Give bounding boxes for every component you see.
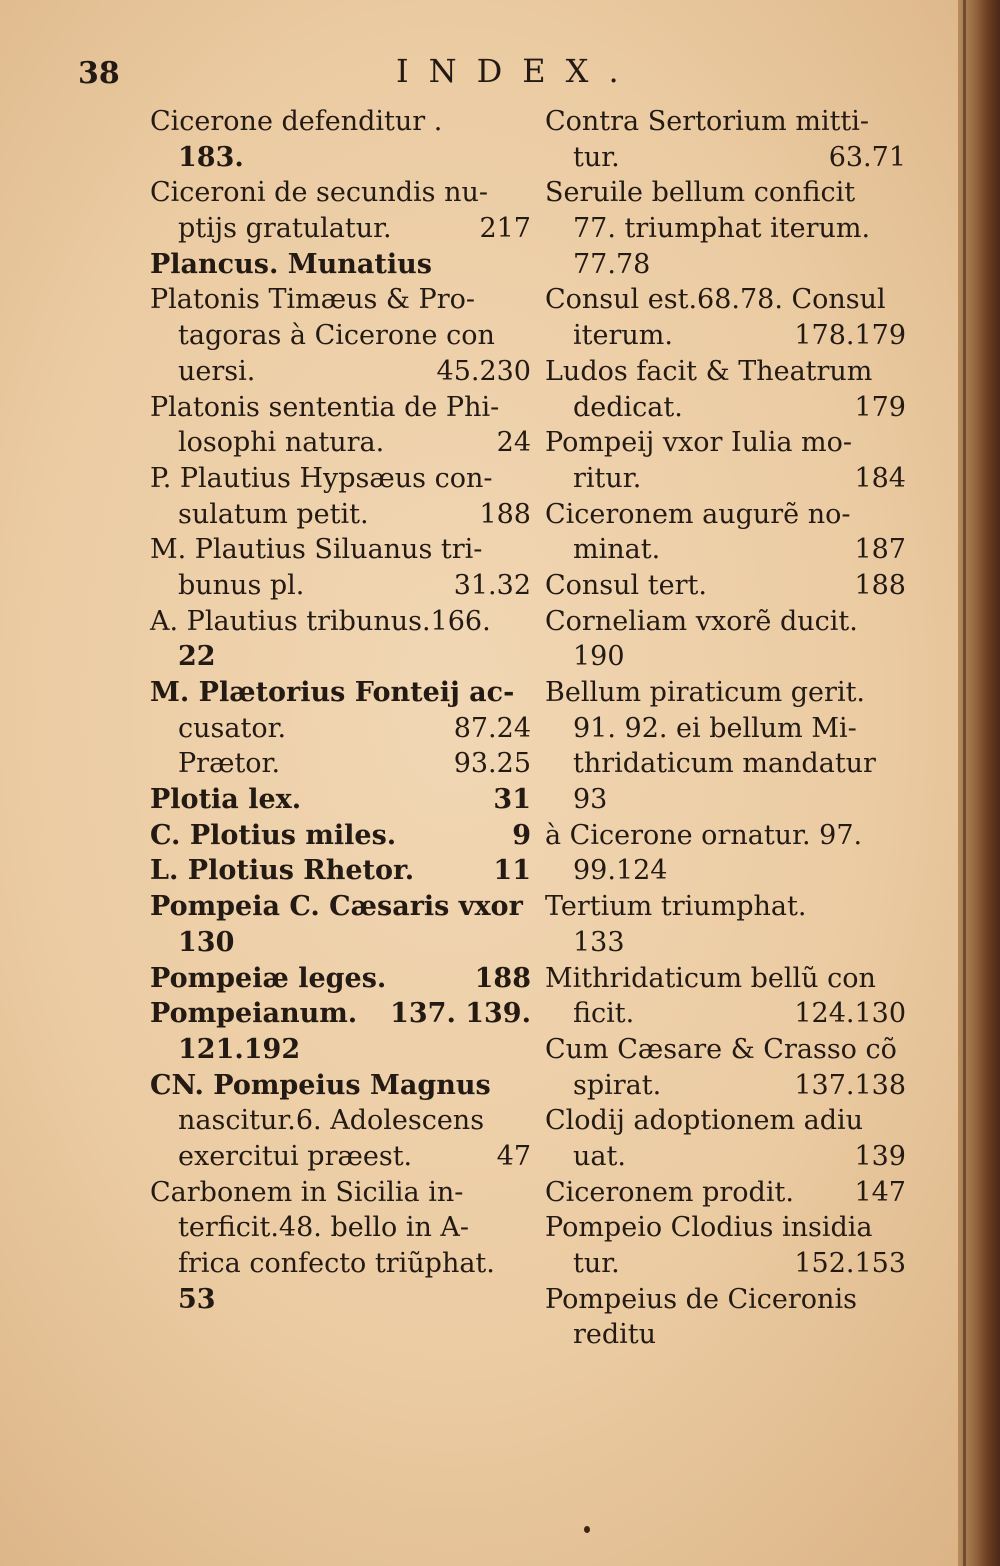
index-page-ref: 137.138 [794, 1069, 906, 1101]
index-line [150, 675, 535, 711]
index-line [150, 282, 535, 318]
index-entry-text: Ciceronem augurẽ no- [545, 498, 851, 530]
index-line [545, 782, 910, 818]
index-entry-text: M. Plætorius Fonteij ac- [150, 677, 515, 708]
index-line [545, 1139, 910, 1175]
index-page-ref: 152.153 [794, 1248, 906, 1279]
index-entry-text: 190 [573, 641, 625, 673]
index-line [150, 1103, 535, 1139]
index-line [545, 1032, 910, 1068]
index-page-ref: 139 [854, 1140, 906, 1172]
running-header: INDEX. [396, 52, 639, 90]
index-entry-text: Pompeius de Ciceronis [545, 1283, 857, 1315]
index-line [545, 604, 910, 640]
index-entry-text: nascitur.6. Adolescens [178, 1105, 485, 1137]
index-line [150, 1246, 535, 1282]
index-line [150, 711, 535, 747]
index-entry-text: Corneliam vxorẽ ducit. [545, 605, 858, 637]
index-line [545, 961, 910, 997]
index-line [150, 497, 535, 533]
index-line [545, 282, 910, 318]
index-entry-text: Consul tert. [545, 569, 707, 601]
index-page-ref: 187 [854, 534, 906, 566]
index-page-ref: 11 [493, 855, 531, 887]
index-entry-text: P. Plautius Hypsæus con- [150, 462, 493, 494]
index-entry-text: Prætor. [178, 748, 281, 780]
index-entry-text: Contra Sertorium mitti- [545, 106, 870, 137]
index-line [545, 461, 910, 497]
index-line [150, 247, 535, 283]
index-line [150, 175, 535, 211]
index-page-ref: 137. 139. [390, 998, 531, 1030]
index-page-ref: 87.24 [453, 712, 531, 744]
index-line [150, 461, 535, 497]
index-line [150, 318, 535, 354]
index-entry-text: Plotia lex. [150, 784, 302, 816]
index-line [545, 1103, 910, 1139]
index-entry-text: L. Plotius Rhetor. [150, 855, 415, 887]
index-line [150, 782, 535, 818]
index-line [150, 818, 535, 854]
index-line [545, 711, 910, 747]
index-line [150, 746, 535, 782]
index-line [545, 639, 910, 675]
index-line [150, 889, 535, 925]
index-line [150, 568, 535, 604]
index-line [545, 425, 910, 461]
index-entry-text: dedicat. [573, 391, 683, 423]
index-entry-text: exercitui præest. [178, 1140, 413, 1172]
index-line [150, 1175, 535, 1211]
index-line [545, 354, 910, 390]
index-entry-text: Pompeia C. Cæsaris vxor [150, 891, 523, 923]
index-page-ref: 124.130 [794, 998, 906, 1030]
index-line [545, 1068, 910, 1104]
index-page-ref: 179 [854, 391, 906, 423]
index-entry-text: Consul est.68.78. Consul [545, 284, 886, 316]
index-line [545, 211, 910, 247]
index-line [545, 1246, 910, 1282]
index-line [545, 853, 910, 889]
index-line [545, 1282, 910, 1318]
index-entry-text: Bellum piraticum gerit. [545, 677, 866, 708]
index-entry-text: Plancus. Munatius [150, 248, 432, 280]
index-entry-text: Ciceronem prodit. [545, 1176, 794, 1208]
index-line [150, 1210, 535, 1246]
index-line [545, 390, 910, 426]
index-line [545, 1317, 910, 1353]
gutter-shadow-line [963, 0, 966, 1566]
index-line [150, 354, 535, 390]
index-line [150, 104, 535, 140]
index-page-ref: 178.179 [794, 320, 906, 352]
index-entry-text: losophi natura. [178, 427, 385, 459]
index-entry-text: Carbonem in Sicilia in- [150, 1176, 464, 1208]
index-line [150, 1068, 535, 1104]
index-line [545, 104, 910, 140]
index-entry-text: tagoras à Cicerone con [178, 320, 495, 352]
index-line [150, 211, 535, 247]
index-line [150, 925, 535, 961]
index-entry-text: Tertium triumphat. [545, 891, 807, 923]
index-line [545, 318, 910, 354]
index-line [545, 175, 910, 211]
index-entry-text: uat. [573, 1140, 626, 1172]
index-entry-text: tur. [573, 141, 620, 173]
index-page-ref: 188 [854, 569, 906, 601]
index-entry-text: Cum Cæsare & Crasso cõ [545, 1033, 897, 1065]
index-entry-text: Pompeiæ leges. [150, 962, 387, 994]
index-page-ref: 184 [854, 462, 906, 494]
index-entry-text: bunus pl. [178, 569, 305, 601]
index-line [150, 853, 535, 889]
index-line [150, 1032, 535, 1068]
index-entry-text: terficit.48. bello in A- [178, 1212, 470, 1244]
index-line [150, 532, 535, 568]
index-entry-text: Ciceroni de secundis nu- [150, 177, 489, 209]
index-entry-text: Platonis Timæus & Pro- [150, 284, 475, 316]
index-entry-text: uersi. [178, 355, 256, 387]
index-line [150, 639, 535, 675]
index-page-ref: 45.230 [436, 355, 531, 387]
index-line [150, 604, 535, 640]
index-entry-text: 121.192 [178, 1033, 301, 1065]
index-page-ref: 217 [479, 213, 531, 245]
index-entry-text: minat. [573, 534, 661, 566]
index-entry-text: M. Plautius Siluanus tri- [150, 534, 483, 566]
index-line [150, 390, 535, 426]
index-line [545, 1210, 910, 1246]
index-entry-text: 99.124 [573, 855, 668, 887]
index-entry-text: Seruile bellum conficit [545, 177, 856, 209]
index-entry-text: ptijs gratulatur. [178, 213, 392, 245]
index-page-ref: 24 [496, 427, 531, 459]
ink-speck [584, 1526, 590, 1533]
index-line [150, 1282, 535, 1318]
index-line [150, 140, 535, 176]
index-entry-text: CN. Pompeius Magnus [150, 1069, 491, 1101]
page-number: 38 [78, 56, 120, 91]
index-entry-text: reditu [573, 1319, 657, 1351]
index-entry-text: 130 [178, 926, 235, 958]
index-line [545, 889, 910, 925]
index-line [545, 818, 910, 854]
index-entry-text: ritur. [573, 462, 642, 494]
index-line [545, 247, 910, 283]
index-line [545, 746, 910, 782]
index-entry-text: 77.78 [573, 248, 651, 280]
index-entry-text: à Cicerone ornatur. 97. [545, 819, 863, 851]
index-page-ref: 93.25 [453, 748, 531, 780]
index-entry-text: Platonis sententia de Phi- [150, 391, 500, 423]
index-line [150, 996, 535, 1032]
index-page-ref: 31 [493, 784, 531, 816]
index-entry-text: Pompeio Clodius insidia [545, 1212, 873, 1244]
index-entry-text: Ludos facit & Theatrum [545, 355, 873, 387]
index-entry-text: ficit. [573, 998, 635, 1030]
index-column-left [150, 104, 535, 1317]
index-entry-text: 133 [573, 926, 625, 958]
index-line [545, 532, 910, 568]
index-entry-text: 77. triumphat iterum. [573, 213, 871, 245]
index-entry-text: Pompeianum. [150, 998, 358, 1030]
index-line [150, 425, 535, 461]
index-entry-text: cusator. [178, 712, 287, 744]
index-entry-text: frica confecto triũphat. [178, 1248, 495, 1279]
index-entry-text: spirat. [573, 1069, 662, 1101]
index-entry-text: 22 [178, 641, 216, 673]
index-line [545, 925, 910, 961]
index-page-ref: 188 [479, 498, 531, 530]
index-entry-text: A. Plautius tribunus.166. [150, 605, 491, 637]
index-line [150, 1139, 535, 1175]
index-entry-text: thridaticum mandatur [573, 748, 876, 780]
index-entry-text: 183. [178, 141, 244, 173]
index-page-ref: 9 [512, 819, 531, 851]
index-entry-text: tur. [573, 1248, 620, 1279]
index-entry-text: Cicerone defenditur . [150, 106, 443, 137]
index-entry-text: Mithridaticum bellũ con [545, 962, 876, 994]
index-entry-text: iterum. [573, 320, 673, 352]
index-entry-text: Clodij adoptionem adiu [545, 1105, 864, 1137]
index-line [150, 961, 535, 997]
index-line [545, 140, 910, 176]
index-column-right [545, 104, 910, 1353]
index-line [545, 1175, 910, 1211]
index-line [545, 996, 910, 1032]
index-line [545, 675, 910, 711]
index-page-ref: 31.32 [453, 569, 531, 601]
index-entry-text: Pompeij vxor Iulia mo- [545, 427, 852, 459]
index-page-ref: 47 [496, 1140, 531, 1172]
index-page-ref: 188 [474, 962, 531, 994]
index-entry-text: 93 [573, 784, 608, 816]
index-entry-text: sulatum petit. [178, 498, 369, 530]
index-line [545, 568, 910, 604]
index-entry-text: 53 [178, 1283, 216, 1315]
index-page-ref: 63.71 [828, 141, 906, 173]
index-entry-text: 91. 92. ei bellum Mi- [573, 712, 857, 744]
index-page-ref: 147 [854, 1176, 906, 1208]
index-line [545, 497, 910, 533]
index-entry-text: C. Plotius miles. [150, 819, 397, 851]
